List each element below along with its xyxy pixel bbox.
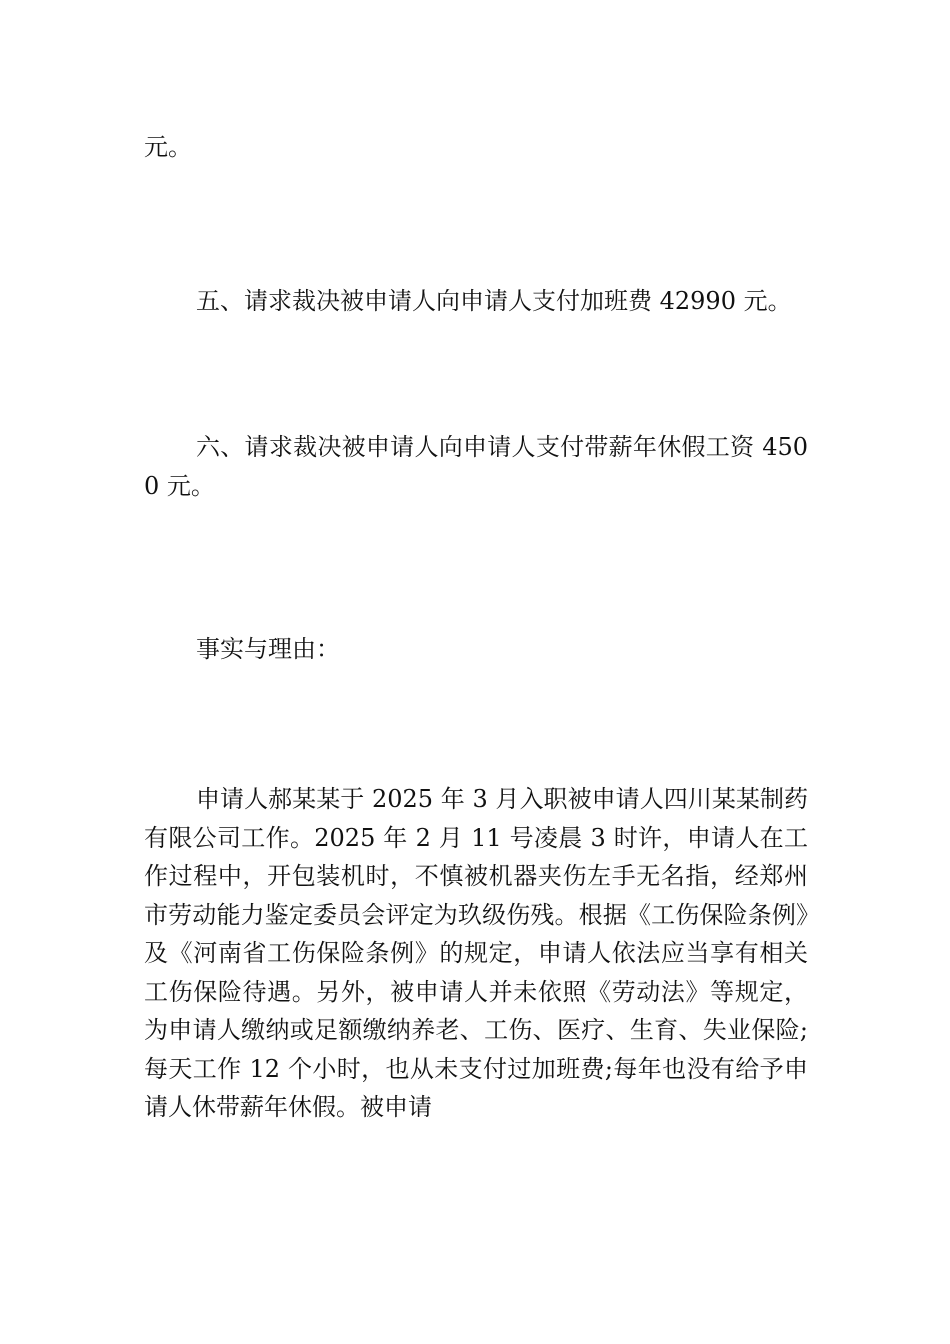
facts-body-paragraph: 申请人郝某某于 2025 年 3 月入职被申请人四川某某制药有限公司工作。2025 年 2 月 11 号凌晨 3 时许，申请人在工作过程中，开包装机时，不慎被机器夹伤左手无名指，经郑州市劳动能力鉴定委员会评定为玖级伤残。根据《工伤保险条例》及《河南省工伤保险条例》的规定，申请人依法应当享有相关工伤保险待遇。另外，被申请人并未依照《劳动法》等规定，为申请人缴纳或足额缴纳养老、工伤、医疗、生育、失业保险;每天工作 12 个小时，也从未支付过加班费;每年也没有给予申请人休带薪年休假。被申请 — [144, 785, 808, 1121]
claim-item-5: 五、请求裁决被申请人向申请人支付加班费 42990 元。 — [196, 287, 792, 315]
claim-item-6: 六、请求裁决被申请人向申请人支付带薪年休假工资 4500 元。 — [144, 433, 808, 500]
paragraph-continuation: 元。 — [144, 133, 192, 161]
section-heading-facts: 事实与理由： — [196, 635, 340, 663]
